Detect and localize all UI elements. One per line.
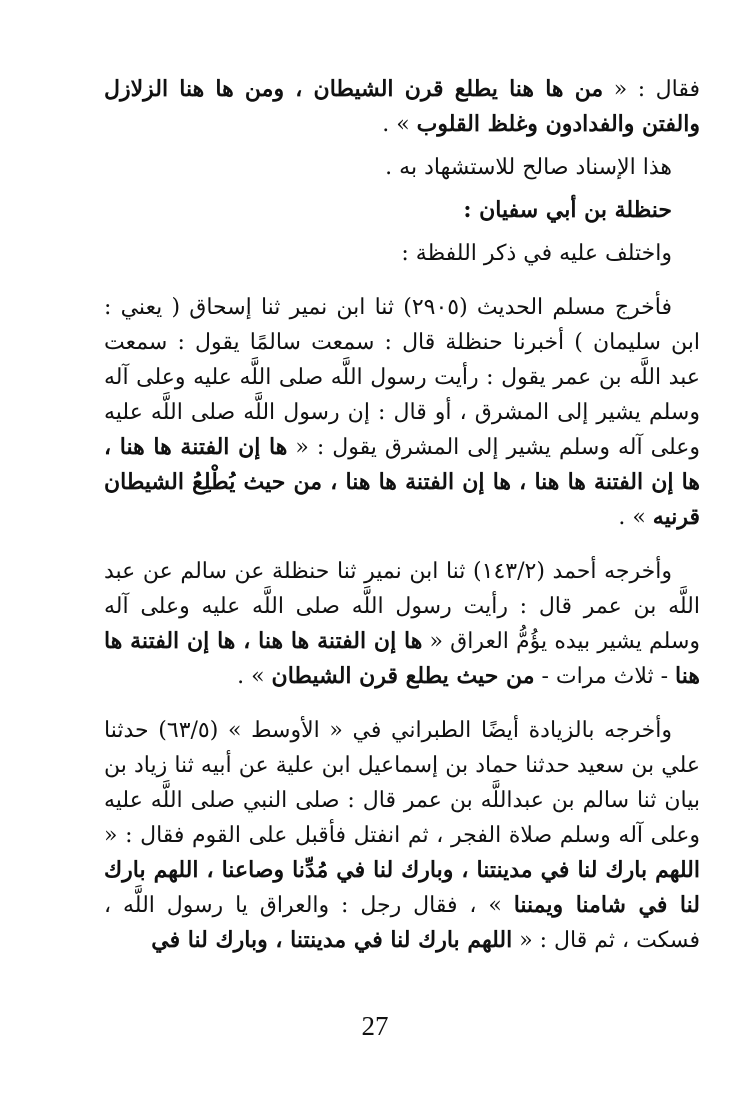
text-run: » . [618, 505, 653, 530]
text-run: » . [382, 112, 417, 137]
page-number: 27 [361, 1011, 389, 1041]
page-body-text [104, 72, 700, 958]
text-run: وأخرجه أحمد (١٤٣/٢) ثنا ابن نمير ثنا حنظلة عن سالم عن عبد اللَّه بن عمر قال : رأيت رسول اللَّه صلى اللَّه عليه وعلى آله وسلم يشير بيده يؤُمُّ العراق « [104, 559, 701, 654]
text-run: » . [237, 664, 272, 689]
text-run: » ، فقال رجل : والعراق يا رسول اللَّه ، فسكت ، ثم قال : « [104, 893, 700, 953]
bold-quote-run: ها إن الفتنة ها هنا ، ها إن الفتنة ها هنا [104, 628, 700, 689]
paragraph [104, 290, 700, 535]
bold-quote-run: حنظلة بن أبي سفيان : [463, 197, 672, 223]
text-run: فأخرج مسلم الحديث (٢٩٠٥) ثنا ابن نمير ثنا إسحاق ( يعني : ابن سليمان ) أخبرنا حنظلة قال : سمعت سالمًا يقول : سمعت عبد اللَّه بن عمر يقول : رأيت رسول اللَّه صلى اللَّه عليه وعلى آله وسلم يشير إلى المشرق ، أو قال : إن رسول اللَّه صلى اللَّه عليه وعلى آله وسلم يشير إلى المشرق يقول : « [104, 295, 700, 460]
paragraph [104, 150, 700, 185]
text-run: فقال : « [603, 77, 701, 102]
paragraph [104, 713, 700, 958]
bold-quote-run: اللهم بارك لنا في مدينتنا ، وبارك لنا في مُدِّنا وصاعنا ، اللهم بارك لنا في شامنا ويمننا [104, 857, 700, 918]
paragraph [104, 236, 700, 271]
bold-quote-run: اللهم بارك لنا في مدينتنا ، وبارك لنا في [151, 927, 513, 953]
bold-quote-run: من حيث يطلع قرن الشيطان [271, 663, 535, 689]
paragraph [104, 72, 700, 142]
bold-quote-run: من ها هنا يطلع قرن الشيطان ، ومن ها هنا الزلازل والفتن والفدادون وغلظ القلوب [104, 76, 700, 137]
paragraph [104, 554, 700, 694]
text-run: وأخرجه بالزيادة أيضًا الطبراني في « الأوسط » (٦٣/٥) حدثنا علي بن سعيد حدثنا حماد بن إسماعيل ابن علية عن أبيه ثنا زياد بن بيان ثنا سالم بن عبداللَّه بن عمر قال : صلى النبي صلى اللَّه عليه وعلى آله وسلم صلاة الفجر ، ثم انفتل فأقبل على القوم فقال : « [104, 718, 700, 848]
bold-quote-run: ها إن الفتنة ها هنا ، ها إن الفتنة ها هنا ، ها إن الفتنة ها هنا ، من حيث يُطْلِعُ الشيطان قرنيه [104, 434, 700, 530]
paragraph [104, 193, 700, 228]
text-run: واختلف عليه في ذكر اللفظة : [401, 241, 672, 266]
text-run: - ثلاث مرات - [534, 664, 676, 689]
text-run: هذا الإسناد صالح للاستشهاد به . [385, 155, 672, 180]
